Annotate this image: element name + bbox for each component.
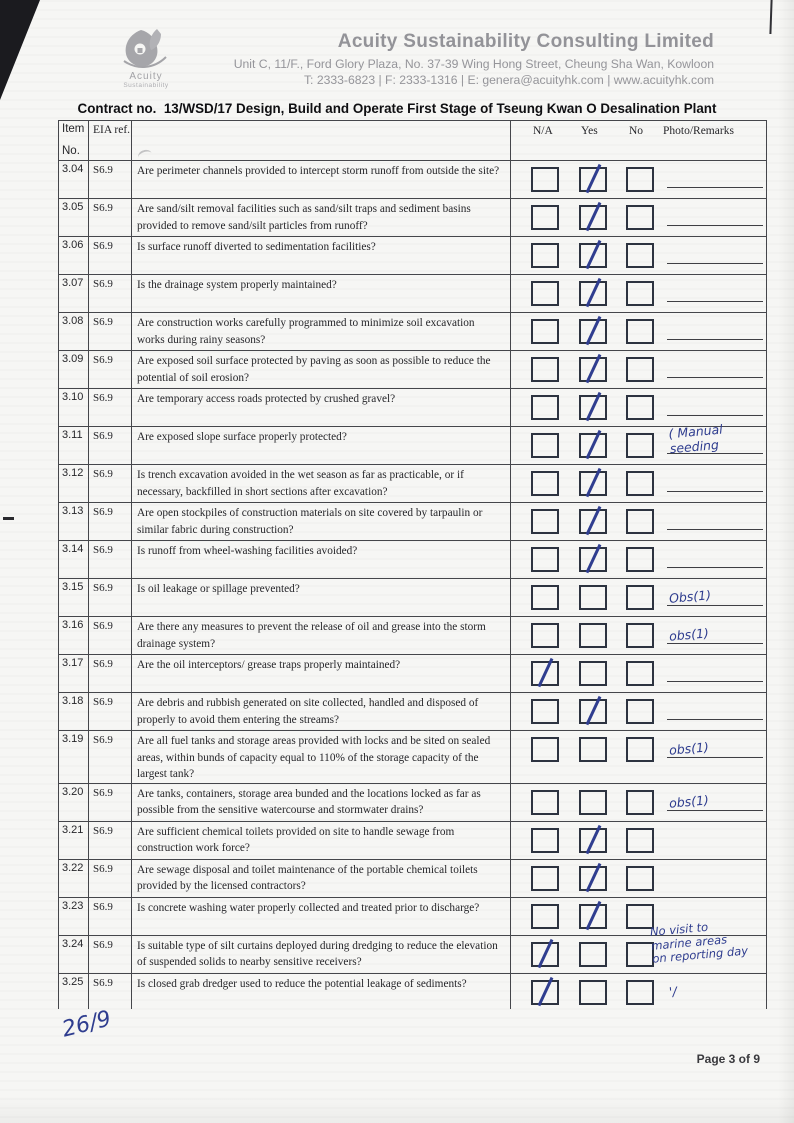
checkbox-no <box>626 661 654 686</box>
question-cell: Are the oil interceptors/ grease traps properly maintained? <box>132 655 511 693</box>
answers-cell <box>511 617 767 655</box>
checkbox-yes <box>579 471 607 496</box>
checkbox-no <box>626 737 654 762</box>
answers-cell <box>511 161 767 199</box>
scan-edge-artifact <box>769 0 772 34</box>
table-row <box>59 313 767 351</box>
answers-wrap <box>511 313 766 347</box>
page-shadow-bottom <box>0 1095 794 1123</box>
header-yes-label: Yes <box>581 125 598 137</box>
answers-wrap <box>511 731 766 765</box>
answers-wrap <box>511 161 766 195</box>
table-row <box>59 579 767 617</box>
eia-ref-cell: S6.9 <box>89 693 132 731</box>
eia-ref-cell: S6.9 <box>89 935 132 973</box>
eia-ref-cell: S6.9 <box>89 897 132 935</box>
question-cell: Is surface runoff diverted to sedimentation facilities? <box>132 237 511 275</box>
company-address: Unit C, 11/F., Ford Glory Plaza, No. 37-39 Wing Hong Street, Cheung Sha Wan, Kowloon <box>233 57 714 71</box>
item-no-cell: 3.14 <box>59 541 89 579</box>
eia-ref-cell: S6.9 <box>89 617 132 655</box>
item-no-cell: 3.08 <box>59 313 89 351</box>
checkbox-no <box>626 980 654 1005</box>
answers-cell <box>511 541 767 579</box>
handwritten-date: 26/9 <box>59 1006 114 1043</box>
header-answer-columns <box>511 121 767 161</box>
header-item-line1: Item <box>62 123 85 135</box>
item-no-cell: 3.21 <box>59 821 89 859</box>
question-cell: Are construction works carefully programmed to minimize soil excavation works during rainy seasons? <box>132 313 511 351</box>
checkbox-na <box>531 904 559 929</box>
eia-ref-cell: S6.9 <box>89 821 132 859</box>
table-row <box>59 503 767 541</box>
question-cell: Is runoff from wheel-washing facilities avoided? <box>132 541 511 579</box>
remark-line <box>667 567 763 568</box>
answers-wrap <box>511 822 766 856</box>
checkbox-no <box>626 509 654 534</box>
company-name: Acuity Sustainability Consulting Limited <box>337 31 714 52</box>
checkbox-na <box>531 699 559 724</box>
answers-cell <box>511 919 767 973</box>
table-row <box>59 275 767 313</box>
answers-cell <box>511 421 767 465</box>
item-no-cell: 3.20 <box>59 783 89 821</box>
remark-line <box>667 643 763 644</box>
header-photo-remarks-label: Photo/Remarks <box>663 125 734 137</box>
table-row <box>59 935 767 973</box>
document-title: Contract no. 13/WSD/17 Design, Build and Operate First Stage of Tseung Kwan O Desalination Plant <box>77 101 717 116</box>
answers-cell <box>511 731 767 784</box>
checkbox-yes <box>579 980 607 1005</box>
table-row <box>59 389 767 427</box>
eia-ref-cell: S6.9 <box>89 973 132 1009</box>
item-no-cell: 3.25 <box>59 973 89 1009</box>
question-cell: Are temporary access roads protected by crushed gravel? <box>132 389 511 427</box>
checkbox-yes <box>579 828 607 853</box>
answers-wrap <box>511 421 766 461</box>
checkbox-no <box>626 433 654 458</box>
answers-cell <box>511 313 767 351</box>
question-cell: Are exposed slope surface properly protected? <box>132 427 511 465</box>
remark-line <box>667 301 763 302</box>
eia-ref-cell: S6.9 <box>89 389 132 427</box>
question-cell: Are sufficient chemical toilets provided on site to handle sewage from construction work force? <box>132 821 511 859</box>
item-no-cell: 3.12 <box>59 465 89 503</box>
checkbox-yes <box>579 699 607 724</box>
table-row <box>59 859 767 897</box>
eia-ref-cell: S6.9 <box>89 161 132 199</box>
handwritten-check-mark <box>586 240 601 269</box>
table-row <box>59 465 767 503</box>
item-no-cell: 3.24 <box>59 935 89 973</box>
checkbox-no <box>626 243 654 268</box>
checkbox-yes <box>579 357 607 382</box>
question-cell: Are tanks, containers, storage area bunded and the locations locked as far as possible from the sensitive watercourse and stormwater drains? <box>132 783 511 821</box>
handwritten-check-mark <box>586 696 601 725</box>
handwritten-check-mark <box>586 430 601 459</box>
answers-cell <box>511 973 767 1009</box>
eia-ref-cell: S6.9 <box>89 427 132 465</box>
checkbox-na <box>531 433 559 458</box>
checkbox-no <box>626 167 654 192</box>
handwritten-remark: obs(1) <box>668 739 710 758</box>
checkbox-no <box>626 828 654 853</box>
answers-cell <box>511 351 767 389</box>
handwritten-check-mark <box>586 164 601 193</box>
checkbox-yes <box>579 281 607 306</box>
item-no-cell: 3.10 <box>59 389 89 427</box>
answers-cell <box>511 237 767 275</box>
table-row <box>59 541 767 579</box>
checkbox-na <box>531 471 559 496</box>
checkbox-yes <box>579 205 607 230</box>
answers-wrap <box>511 693 766 727</box>
question-cell: Is closed grab dredger used to reduce the potential leakage of sediments? <box>132 973 511 1009</box>
checkbox-no <box>626 471 654 496</box>
handwritten-check-mark <box>538 658 553 687</box>
answers-cell <box>511 821 767 859</box>
question-cell: Is oil leakage or spillage prevented? <box>132 579 511 617</box>
answers-cell <box>511 503 767 541</box>
handwritten-remark: obs(1) <box>668 791 710 811</box>
checkbox-yes <box>579 167 607 192</box>
checkbox-yes <box>579 585 607 610</box>
handwritten-check-mark <box>586 354 601 383</box>
checkbox-yes <box>579 737 607 762</box>
checkbox-na <box>531 737 559 762</box>
checkbox-na <box>531 790 559 815</box>
checkbox-na <box>531 866 559 891</box>
checkbox-na <box>531 509 559 534</box>
handwritten-remark: ( Manual seeding <box>667 421 724 457</box>
checkbox-no <box>626 205 654 230</box>
handwritten-check-mark <box>586 468 601 497</box>
table-row <box>59 161 767 199</box>
answers-wrap <box>511 919 766 970</box>
eia-ref-cell: S6.9 <box>89 655 132 693</box>
checkbox-na <box>531 395 559 420</box>
logo-text-sustainability: Sustainability <box>123 82 169 89</box>
header-na-label: N/A <box>533 125 553 137</box>
answers-cell <box>511 275 767 313</box>
table-row <box>59 821 767 859</box>
handwritten-check-mark <box>586 506 601 535</box>
item-no-cell: 3.07 <box>59 275 89 313</box>
header-item-no <box>59 121 89 161</box>
answers-wrap <box>511 784 766 818</box>
table-row <box>59 731 767 784</box>
remark-line <box>667 263 763 264</box>
item-no-cell: 3.04 <box>59 161 89 199</box>
eia-ref-cell: S6.9 <box>89 237 132 275</box>
checkbox-na <box>531 980 559 1005</box>
question-cell: Are open stockpiles of construction materials on site covered by tarpaulin or similar fabric during construction? <box>132 503 511 541</box>
checklist-table <box>58 120 767 1009</box>
answers-wrap <box>511 503 766 537</box>
item-no-cell: 3.06 <box>59 237 89 275</box>
question-cell: Is trench excavation avoided in the wet season as far as practicable, or if necessary, backfilled in short sections after excavation? <box>132 465 511 503</box>
handwritten-check-mark <box>586 824 601 853</box>
question-cell: Are sand/silt removal facilities such as sand/silt traps and sediment basins provided to remove sand/silt particles from runoff? <box>132 199 511 237</box>
eia-ref-cell: S6.9 <box>89 731 132 784</box>
item-no-cell: 3.05 <box>59 199 89 237</box>
question-cell: Are exposed soil surface protected by paving as soon as possible to reduce the potential of soil erosion? <box>132 351 511 389</box>
handwritten-check-mark <box>586 278 601 307</box>
answers-cell <box>511 199 767 237</box>
checkbox-na <box>531 357 559 382</box>
header-item-line2: No. <box>62 145 80 157</box>
remark-line <box>667 681 763 682</box>
table-row <box>59 973 767 1009</box>
checkbox-no <box>626 319 654 344</box>
checkbox-na <box>531 281 559 306</box>
checkbox-yes <box>579 243 607 268</box>
item-no-cell: 3.19 <box>59 731 89 784</box>
checkbox-no <box>626 585 654 610</box>
checkbox-yes <box>579 942 607 967</box>
header-no-label: No <box>629 125 644 137</box>
checkbox-na <box>531 942 559 967</box>
eia-ref-cell: S6.9 <box>89 503 132 541</box>
eia-ref-cell: S6.9 <box>89 351 132 389</box>
answers-wrap <box>511 275 766 309</box>
answers-cell <box>511 693 767 731</box>
answers-wrap <box>511 617 766 651</box>
checkbox-yes <box>579 790 607 815</box>
eia-ref-cell: S6.9 <box>89 313 132 351</box>
item-no-cell: 3.11 <box>59 427 89 465</box>
letterhead <box>190 31 714 87</box>
checkbox-no <box>626 623 654 648</box>
checkbox-na <box>531 661 559 686</box>
answers-wrap <box>511 389 766 423</box>
checkbox-yes <box>579 866 607 891</box>
item-no-cell: 3.18 <box>59 693 89 731</box>
table-row <box>59 617 767 655</box>
eia-ref-cell: S6.9 <box>89 783 132 821</box>
checkbox-no <box>626 942 654 967</box>
answers-wrap <box>511 465 766 499</box>
question-cell: Is suitable type of silt curtains deployed during dredging to reduce the elevation of suspended solids to nearby sensitive receivers? <box>132 935 511 973</box>
handwritten-check-mark <box>586 862 601 891</box>
table-row <box>59 783 767 821</box>
remark-line <box>667 719 763 720</box>
remark-line <box>667 529 763 530</box>
item-no-cell: 3.23 <box>59 897 89 935</box>
item-no-cell: 3.22 <box>59 859 89 897</box>
table-row <box>59 427 767 465</box>
handwritten-check-mark <box>586 316 601 345</box>
checkbox-na <box>531 623 559 648</box>
table-row <box>59 693 767 731</box>
checkbox-na <box>531 167 559 192</box>
checkbox-yes <box>579 547 607 572</box>
table-row <box>59 655 767 693</box>
remark-line <box>667 377 763 378</box>
checkbox-yes <box>579 395 607 420</box>
checkbox-na <box>531 243 559 268</box>
handwritten-remark: No visit to marine areas on reporting day <box>649 919 749 966</box>
handwritten-check-mark <box>538 976 553 1005</box>
checkbox-na <box>531 319 559 344</box>
remark-line <box>667 491 763 492</box>
handwritten-remark: Obs(1) <box>668 587 712 606</box>
checkbox-na <box>531 585 559 610</box>
remark-line <box>667 225 763 226</box>
answers-wrap <box>511 541 766 575</box>
checkbox-na <box>531 547 559 572</box>
eia-ref-cell: S6.9 <box>89 859 132 897</box>
checkbox-yes <box>579 433 607 458</box>
question-cell: Is concrete washing water properly collected and treated prior to discharge? <box>132 897 511 935</box>
remark-line <box>667 415 763 416</box>
header-eia-ref: EIA ref. <box>89 121 132 161</box>
handwritten-check-mark <box>586 202 601 231</box>
eia-ref-cell: S6.9 <box>89 465 132 503</box>
answers-cell <box>511 579 767 617</box>
checkbox-yes <box>579 623 607 648</box>
remark-line <box>667 187 763 188</box>
answers-cell <box>511 655 767 693</box>
checkbox-no <box>626 357 654 382</box>
checkbox-na <box>531 828 559 853</box>
question-cell: Is the drainage system properly maintained? <box>132 275 511 313</box>
table-header-row <box>59 121 767 161</box>
answers-wrap <box>511 579 766 613</box>
answers-cell <box>511 465 767 503</box>
handwritten-check-mark <box>586 544 601 573</box>
company-logo <box>104 28 188 89</box>
checkbox-yes <box>579 661 607 686</box>
logo-text-acuity: Acuity <box>129 71 163 82</box>
table-row <box>59 351 767 389</box>
checkbox-yes <box>579 319 607 344</box>
answers-wrap <box>511 974 766 1008</box>
answers-wrap <box>511 860 766 894</box>
checkbox-no <box>626 866 654 891</box>
item-no-cell: 3.17 <box>59 655 89 693</box>
eia-ref-cell: S6.9 <box>89 199 132 237</box>
remark-line <box>667 605 763 606</box>
item-no-cell: 3.13 <box>59 503 89 541</box>
eia-ref-cell: S6.9 <box>89 541 132 579</box>
answers-wrap <box>511 199 766 233</box>
checkbox-yes <box>579 904 607 929</box>
question-cell: Are all fuel tanks and storage areas provided with locks and be sited on sealed areas, within bunds of capacity equal to 110% of the storage capacity of the largest tank? <box>132 731 511 784</box>
checkbox-no <box>626 699 654 724</box>
answers-cell <box>511 783 767 821</box>
question-cell: Are perimeter channels provided to intercept storm runoff from outside the site? <box>132 161 511 199</box>
page-number: Page 3 of 9 <box>696 1052 760 1066</box>
handwritten-check-mark <box>538 938 553 967</box>
item-no-cell: 3.09 <box>59 351 89 389</box>
handwritten-remark: '/ <box>668 983 678 999</box>
question-cell: Are there any measures to prevent the release of oil and grease into the storm drainage system? <box>132 617 511 655</box>
eia-ref-cell: S6.9 <box>89 275 132 313</box>
checkbox-na <box>531 205 559 230</box>
scan-corner-artifact <box>0 0 40 100</box>
company-contacts: T: 2333-6823 | F: 2333-1316 | E: genera@acuityhk.com | www.acuityhk.com <box>303 73 714 87</box>
handwritten-check-mark <box>586 900 601 929</box>
handwritten-check-mark <box>586 392 601 421</box>
answers-wrap <box>511 237 766 271</box>
answers-wrap <box>511 351 766 385</box>
checkbox-yes <box>579 509 607 534</box>
checkbox-no <box>626 395 654 420</box>
handwritten-remark: obs(1) <box>668 625 710 644</box>
checkbox-no <box>626 790 654 815</box>
remark-line <box>667 339 763 340</box>
question-cell: Are sewage disposal and toilet maintenance of the portable chemical toilets provided by the licensed contractors? <box>132 859 511 897</box>
margin-dash-artifact <box>3 517 14 520</box>
item-no-cell: 3.15 <box>59 579 89 617</box>
answers-cell <box>511 859 767 897</box>
table-row <box>59 199 767 237</box>
answers-wrap <box>511 655 766 689</box>
header-question-column <box>132 121 511 161</box>
eia-ref-cell: S6.9 <box>89 579 132 617</box>
item-no-cell: 3.16 <box>59 617 89 655</box>
checkbox-no <box>626 281 654 306</box>
table-row <box>59 237 767 275</box>
checkbox-no <box>626 547 654 572</box>
remark-line <box>667 757 763 758</box>
leaf-logo-icon <box>104 28 188 70</box>
question-cell: Are debris and rubbish generated on site collected, handled and disposed of properly to avoid them entering the streams? <box>132 693 511 731</box>
